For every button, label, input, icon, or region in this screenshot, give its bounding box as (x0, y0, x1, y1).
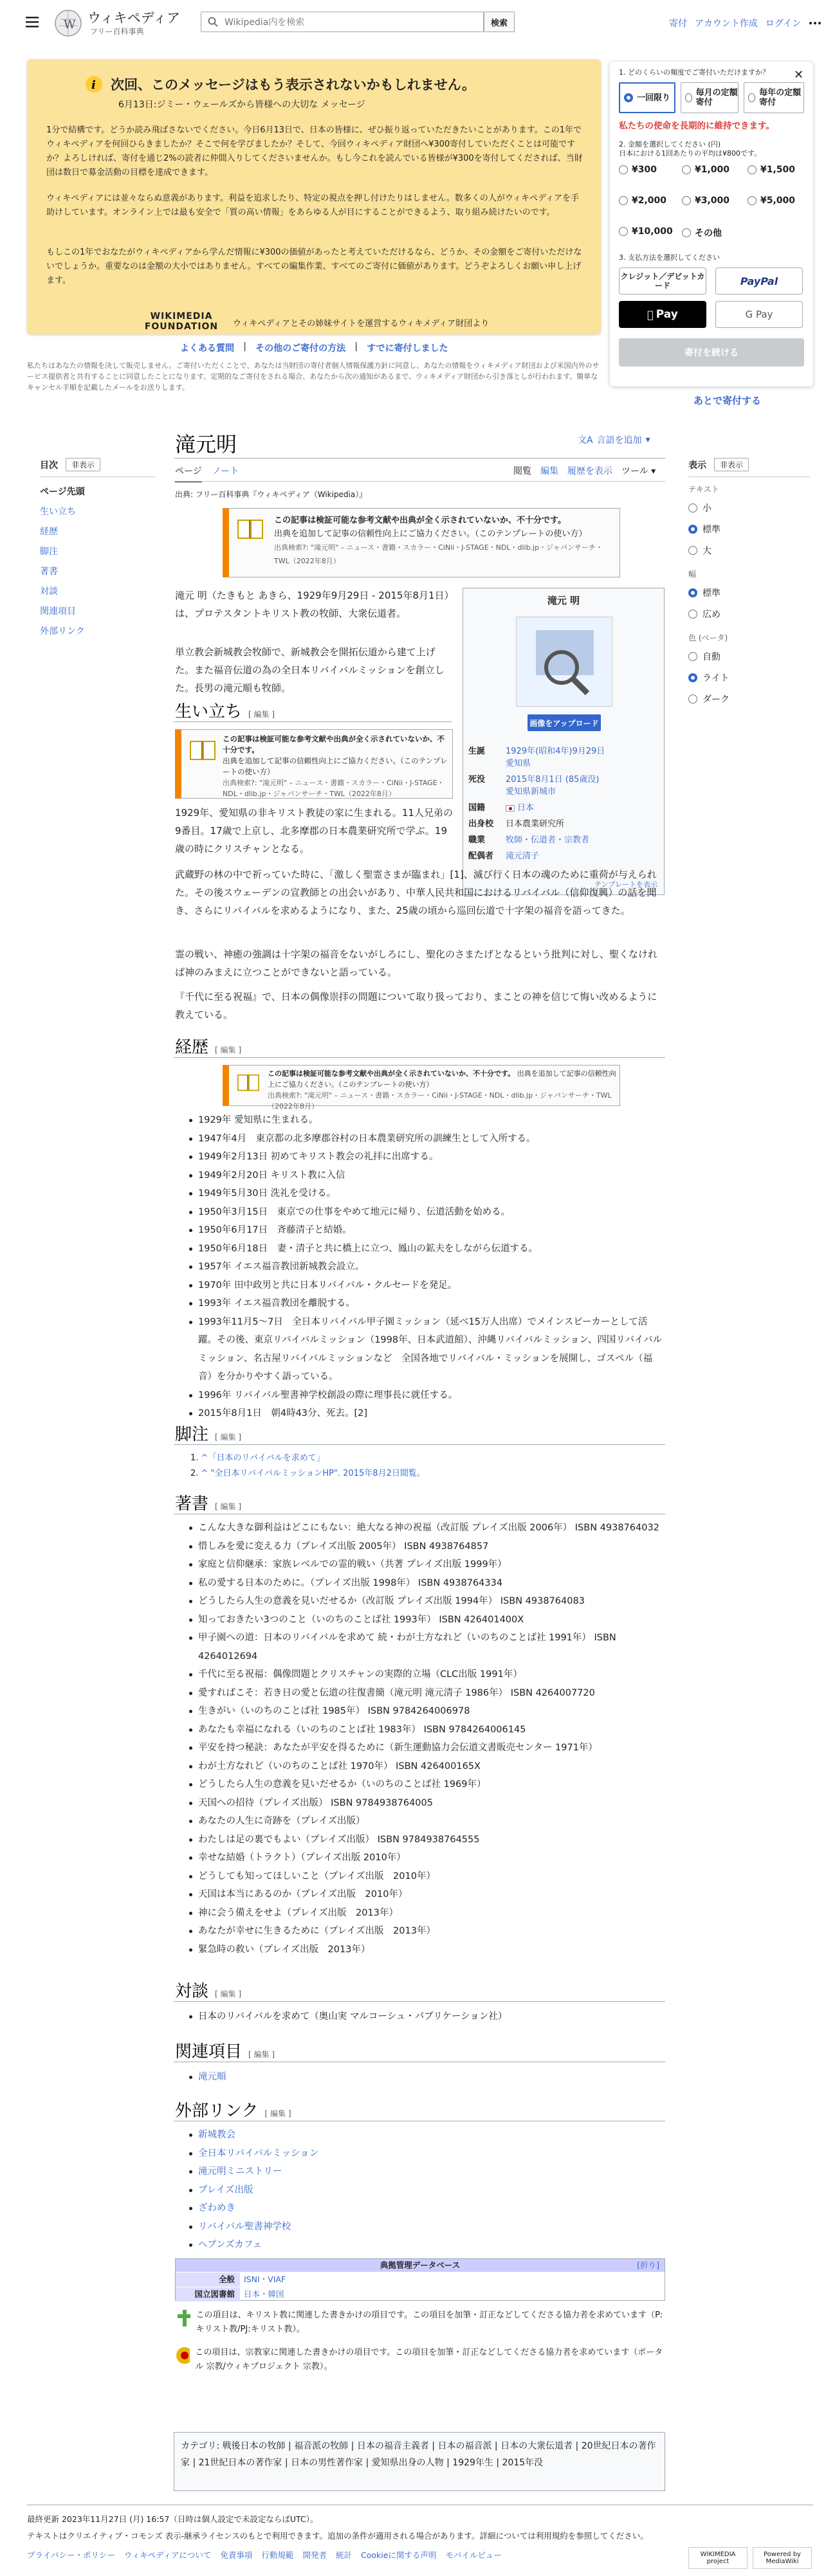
last-updated: 最終更新 2023年11月27日 (月) 16:57（日時は個人設定で未設定ならばUTC）。 (27, 2514, 318, 2524)
stub-notice-religion: この項目は、宗教家に関連した書きかけの項目です。この項目を加筆・訂正などしてくださる協力者を求めています（ポータル 宗教/ウィキプロジェクト 宗教）。 (175, 2346, 665, 2374)
wmf-line: ウィキペディアとその姉妹サイトを運営するウィキメディア財団より (233, 319, 490, 329)
list-item[interactable]: ヘブンズカフェ (187, 2236, 665, 2254)
tab-edit[interactable]: 編集 (540, 466, 558, 476)
text-small-option[interactable]: 小 (688, 497, 811, 518)
banner-paragraph-2: ウィキペディアには並々ならぬ意義があります。利益を追求したり、特定の視点を押し付けたりはしません。数多くの人がウィキペディアを手助けしています。オンライン上では最も安全で「質の高い情報」をあらゆる人が目にすることができるよう、取り組み続けたいのです。 (46, 194, 580, 217)
citation-notice: この記事は検証可能な参考文献や出典が全く示されていないか、不十分です。 出典を追加して記事の信頼性向上にご協力ください。（このテンプレートの使い方） 出典検索?: "滝元明" – ニュース・書籍・スカラー・CiNii・J-STAGE・NDL・dlib.jp・ジャパンサーチ・TWL（2022年8月） (223, 1065, 620, 1106)
list-item: 1929年 愛知県に生まれる。 (187, 1111, 665, 1130)
tools-menu[interactable]: ツール ▾ (621, 466, 656, 476)
cross-icon (175, 2308, 190, 2328)
cookie-link[interactable]: Cookieに関する声明 (360, 2550, 437, 2560)
color-auto-option[interactable]: 自動 (688, 646, 811, 667)
globe-icon (54, 9, 82, 37)
citation-notice: この記事は検証可能な参考文献や出典が全く示されていないか、不十分です。 出典を追加して記事の信頼性向上にご協力ください。（このテンプレートの使い方） 出典検索?: "滝元明" – ニュース・書籍・スカラー・CiNii・J-STAGE・NDL・dlib.jp・ジャパンサーチ・TWL（2022年8月） (223, 508, 620, 577)
list-item: あなたの人生に奇跡を（プレイズ出版） (187, 1812, 665, 1831)
color-light-option[interactable]: ライト (688, 667, 811, 688)
japan-flag-icon (506, 805, 515, 812)
list-item: 1947年4月 東京都の北多摩郡谷村の日本農業研究所の訓練生として入所する。 (187, 1130, 665, 1148)
edit-link[interactable]: [ 編集 ] (215, 1502, 242, 1511)
list-item: 生きがい（いのちのことば社 1985年） ISBN 9784264006978 (187, 1702, 665, 1721)
list-item[interactable]: リバイバル聖書神学校 (187, 2218, 665, 2236)
wmf-logo: WIKIMEDIA FOUNDATION (144, 311, 219, 332)
search-button[interactable]: 検索 (484, 12, 515, 32)
about-link[interactable]: ウィキペディアについて (124, 2550, 212, 2560)
tab-talk[interactable]: ノート (212, 466, 239, 476)
logo-title: ウィキペディア (87, 10, 181, 26)
apple-icon (647, 309, 654, 321)
page-footer (27, 2505, 813, 2565)
authority-control: 典拠管理データベース [折り] 全般 ISNI・VIAF 国立図書館 日本・韓国 (175, 2258, 665, 2301)
apple-pay-button[interactable]: Pay (619, 301, 706, 328)
donation-form (610, 62, 813, 386)
list-item: 愛すればこそ：若き日の愛と伝道の往復書簡（滝元明 滝元清子 1986年） ISBN 4264007720 (187, 1684, 665, 1703)
wikipedia-logo[interactable] (54, 6, 189, 39)
category-box[interactable]: カテゴリ: 戦後日本の牧師 | 福音派の牧師 | 日本の福音主義者 | 日本の福音派 | 日本の大衆伝道者 | 20世紀日本の著作家 | 21世紀日本の著作家 | 日本の男性著作家 | 愛知県出身の人物 | 1929年生 | 2015年没 (174, 2432, 665, 2491)
card-button[interactable]: クレジット／デビットカード (619, 268, 706, 295)
lead-paragraph-2: 単立教会新城教会牧師で、新城教会を開拓伝道から建て上げた。また福音伝道の為の全日本リバイバルミッションを創立した。長男の滝元順も牧師。 (175, 646, 445, 694)
page-title: 滝元明 (175, 432, 237, 457)
toc-label: 目次 (40, 460, 58, 471)
early-life-paragraph-1: 1929年、愛知県の非キリスト教徒の家に生まれる。11人兄弟の9番目。17歳で上京し、北多摩郡の日本農業研究所で学ぶ。19歳の時にクリスチャンとなる。 (175, 807, 453, 855)
list-item: 知っておきたい3つのこと（いのちのことば社 1993年） ISBN 426401400X (187, 1611, 665, 1629)
early-life-paragraph-3: 霊の戦い、神癒の強調は十字架の福音をないがしろにし、聖化のさまたげとなるという批判に対し、聖くなければ神のみまえに立つことができないと語っている。 (175, 948, 658, 978)
list-item: 天国は本当にあるのか（プレイズ出版 2010年） (187, 1885, 665, 1904)
toc-item-notes[interactable]: 脚注 (40, 547, 58, 557)
notes-list: 1. ^「日本のリバイバルを求めて」 2. ^ "全日本リバイバルミッションHP". 2015年8月2日閲覧。 (190, 1453, 425, 1478)
list-item[interactable]: 滝元明ミニストリー (187, 2163, 665, 2181)
toc-item-early-life[interactable]: 生い立ち (40, 507, 76, 517)
banner-subline: 6月13日:ジミー・ウェールズから皆様への大切な メッセージ (118, 100, 365, 110)
amount-300[interactable]: ¥300 (619, 165, 657, 175)
book-icon (188, 736, 217, 762)
privacy-link[interactable]: プライバシー・ポリシー (27, 2550, 115, 2560)
list-item: 家庭と信仰継承：家族レベルでの霊的戦い（共著 プレイズ出版 1999年） (187, 1556, 665, 1574)
list-item: 天国への招待（プレイズ出版） ISBN 9784938764005 (187, 1794, 665, 1813)
search-icon (208, 17, 218, 27)
language-icon: 文A (578, 435, 593, 446)
toc-item-career[interactable]: 経歴 (40, 527, 58, 537)
amount-1000[interactable]: ¥1,000 (682, 165, 730, 175)
appearance-hide-button[interactable]: 非表示 (714, 458, 749, 471)
amount-2000[interactable]: ¥2,000 (619, 195, 666, 206)
career-list (187, 1111, 665, 1423)
toc-item-external[interactable]: 外部リンク (40, 626, 85, 637)
freq-yearly[interactable]: 毎年の定額寄付 (744, 82, 804, 113)
list-item: 日本のリバイバルを求めて（奥山実 マルコーシュ・パブリケーション社） (187, 2008, 665, 2026)
mediawiki-badge[interactable]: Powered by MediaWiki (753, 2547, 812, 2569)
early-life-paragraph-2: 武蔵野の林の中で祈っていた時に、「激しく聖霊さまが臨まれ」[1]、滅び行く日本の魂のために重荷が与えられた。その後スウェーデンの宣教師との出会いがあり、中華人民共和国におけるリバイバル（信仰復興）の話を聞き、さらにリバイバルを求めるようになり、また、25歳の頃から巡回伝道で十字架の福音を語ってきた。 (175, 869, 657, 916)
code-of-conduct-link[interactable]: 行動規範 (261, 2550, 294, 2560)
already-donated-link[interactable]: すでに寄付しました (367, 343, 448, 354)
close-icon[interactable]: ✕ (794, 68, 804, 82)
list-item[interactable]: 全日本リバイバルミッション (187, 2145, 665, 2163)
list-item: 1949年2月20日 キリスト教に入信 (187, 1166, 665, 1185)
infobox: 滝元 明 画像をアップロード 生誕 1929年(昭和4年)9月29日 愛知県 死没 2015年8月1日 (85歳没) 愛知県新城市 国籍 日本 出身校 日本農業研究所 職業 牧師・伝道者・宗教者 配偶者 滝元清子 テンプレートを表示 (463, 588, 665, 895)
list-item: 1957年 イエス福音教団新城教会設立。 (187, 1258, 665, 1276)
list-item: 甲子園への道：日本のリバイバルを求めて 続・わが土方なれど（いのちのことば社 1991年） ISBN 4264012694 (187, 1629, 665, 1665)
developers-link[interactable]: 開発者 (302, 2550, 327, 2560)
source-line: 出典: フリー百科事典『ウィキペディア（Wikipedia）』 (175, 490, 367, 499)
list-item: 1949年5月30日 洗礼を受ける。 (187, 1184, 665, 1203)
amount-3000[interactable]: ¥3,000 (682, 195, 730, 206)
list-item: 惜しみを愛に変える力（プレイズ出版 2005年） ISBN 4938764857 (187, 1537, 665, 1556)
edit-link[interactable]: [ 編集 ] (215, 1046, 242, 1055)
step1-label: 1. どのくらいの頻度でご寄付いただけますか？ (619, 68, 769, 77)
list-item[interactable]: プレイズ出版 (187, 2181, 665, 2200)
tab-read[interactable]: 閲覧 (513, 466, 531, 476)
site-header (0, 0, 826, 46)
donate-link[interactable]: 寄付 (669, 19, 687, 29)
paypal-button[interactable]: PayPal (715, 268, 803, 295)
list-item[interactable]: 滝元順 (187, 2068, 665, 2087)
width-standard-option[interactable]: 標準 (688, 582, 811, 603)
section-heading-books: 著書 [ 編集 ] (175, 1494, 242, 1514)
width-wide-option[interactable]: 広め (688, 603, 811, 624)
freq-monthly[interactable]: 毎月の定額寄付 (681, 82, 739, 113)
mission-text: 私たちの使命を長期的に維持できます。 (619, 121, 775, 131)
step2-sub: 日本における1回あたりの平均は¥800です。 (619, 149, 762, 158)
list-item: 1993年 イエス福音教団を離脱する。 (187, 1294, 665, 1313)
login-link[interactable]: ログイン (765, 19, 802, 29)
text-large-option[interactable]: 大 (688, 540, 811, 561)
list-item: 2015年8月1日 朝4時43分、死去。[2] (187, 1404, 665, 1423)
list-item: 幸せな結婚（トラクト）（プレイズ出版 2010年） (187, 1849, 665, 1867)
banner-headline: 次回、このメッセージはもう表示されないかもしれません。 (111, 77, 475, 93)
early-life-paragraph-4: 『千代に至る祝福』で、日本の偶像崇拝の問題について取り扱っており、まことの神を信じて悔い改めるように教えている。 (175, 991, 657, 1020)
donate-later-link[interactable]: あとで寄付する (693, 395, 762, 406)
list-item: 神に会う備えをせよ（プレイズ出版 2013年） (187, 1904, 665, 1923)
create-account-link[interactable]: アカウント作成 (695, 19, 758, 29)
appearance-label: 表示 (688, 460, 706, 471)
width-label: 幅 (688, 570, 697, 579)
toc-item-talks[interactable]: 対談 (40, 586, 58, 597)
banner-paragraph-1: 1分で結構です。どうか読み飛ばさないでください。今日6月13日で、日本の皆様に、ぜひ振り返っていただきたいことがあります。この1年でウィキペディアを何回ひらきましたか？そこで何を学びましたか？そして、今回ウィキペディア財団へ¥300寄付していただくことは可能ですか？よろしければ、寄付を通じ2%の読者に仲間入りしてくださいませんか。もし今これを読んでいる皆様が¥300を寄付してくだされば、当財団は数日で募金活動の目標を達成できます。 (46, 125, 583, 177)
continue-button[interactable]: 寄付を続ける (619, 338, 804, 367)
list-item: あなたが幸せに生きるために（プレイズ出版 2013年） (187, 1922, 665, 1941)
list-item: どうしたら人生の意義を見いだせるか（いのちのことば社 1969年） (187, 1775, 665, 1794)
list-item: 緊急時の救い（プレイズ出版 2013年） (187, 1941, 665, 1959)
list-item[interactable]: 新城教会 (187, 2126, 665, 2145)
other-ways-link[interactable]: その他のご寄付の方法 (255, 343, 346, 354)
text-standard-option[interactable]: 標準 (688, 518, 811, 540)
stub-notice-christianity: この項目は、キリスト教に関連した書きかけの項目です。この項目を加筆・訂正などしてくださる協力者を求めています（P:キリスト教/PJ:キリスト教）。 (175, 2308, 665, 2337)
toc-item-top[interactable]: ページ先頭 (40, 487, 85, 497)
list-item: こんな大きな御利益はどこにもない：絶大なる神の祝福（改訂版 プレイズ出版 2006年） ISBN 4938764032 (187, 1519, 665, 1537)
tab-history[interactable]: 履歴を表示 (567, 466, 612, 476)
list-item: あなたも幸福になれる（いのちのことば社 1983年） ISBN 9784264006145 (187, 1721, 665, 1739)
info-icon (85, 75, 103, 93)
section-heading-early-life: 生い立ち [ 編集 ] (175, 702, 275, 721)
upload-image-button[interactable]: 画像をアップロード (528, 714, 601, 731)
wikimedia-badge[interactable]: WIKIMEDIA project (688, 2547, 748, 2569)
list-item: 1996年 リバイバル聖書神学校創設の際に理事長に就任する。 (187, 1386, 665, 1405)
citation-notice: この記事は検証可能な参考文献や出典が全く示されていないか、不十分です。 出典を追加して記事の信頼性向上にご協力ください。（このテンプレートの使い方） 出典検索?: "滝元明" – ニュース・書籍・スカラー・CiNii・J-STAGE・NDL・dlib.jp・ジャパンサーチ・TWL（2022年8月） (175, 729, 453, 799)
step2-label: 2. 金額を選択してください (円) (619, 140, 721, 149)
language-button[interactable]: 文A 言語を追加 ▾ (578, 435, 650, 446)
list-item: 1970年 田中政男と共に日本リバイバル・クルセードを発足。 (187, 1276, 665, 1295)
edit-link[interactable]: [ 編集 ] (264, 2109, 291, 2118)
section-heading-notes: 脚注 [ 編集 ] (175, 1425, 242, 1444)
book-icon (235, 515, 265, 541)
tab-page[interactable]: ページ (175, 464, 202, 482)
menu-icon[interactable] (26, 15, 40, 28)
related-list (187, 2068, 665, 2087)
google-pay-button[interactable]: G Pay (715, 301, 803, 328)
step3-label: 3. 支払方法を選択してください (619, 253, 720, 262)
edit-link[interactable]: [ 編集 ] (248, 2050, 275, 2059)
list-item: わたしは足の裏でもよい（プレイズ出版） ISBN 9784938764555 (187, 1831, 665, 1849)
color-dark-option[interactable]: ダーク (688, 688, 811, 709)
template-link[interactable]: テンプレートを表示 (594, 880, 657, 889)
infobox-title: 滝元 明 (547, 595, 580, 606)
section-heading-career: 経歴 [ 編集 ] (175, 1038, 242, 1057)
amount-10000[interactable]: ¥10,000 (619, 226, 673, 237)
list-item: 私の愛する日本のために。（プレイズ出版 1998年） ISBN 4938764334 (187, 1574, 665, 1593)
edit-link[interactable]: [ 編集 ] (215, 1990, 242, 1999)
search-placeholder: Wikipedia内を検索 (225, 17, 305, 28)
talks-list (187, 2008, 665, 2026)
amount-other[interactable]: その他 (682, 226, 722, 239)
list-item: 千代に至る祝福：偶像問題とクリスチャンの実際的立場（CLC出版 1991年） (187, 1665, 665, 1684)
appearance-panel (688, 458, 811, 709)
book-icon (235, 1071, 261, 1093)
religion-icon (175, 2346, 190, 2365)
section-heading-talks: 対談 [ 編集 ] (175, 1982, 242, 2001)
section-heading-external-links: 外部リンク [ 編集 ] (175, 2101, 291, 2121)
svg-text:i: i (91, 78, 96, 92)
fundraising-banner (27, 59, 601, 334)
color-label: 色 (ベータ) (688, 633, 728, 642)
banner-footnote: 私たちはあなたの情報を決して販売しません。ご寄付いただくことで、あなたは当財団の寄付者個人情報保護方針に同意し、あなたの情報をウィキメディア財団および米国内外のサービス提供者と共有することに同意したことになります。定期的なご寄付をされる場合、あなたから次の通知があるまで、ウィキメディア財団から引き落としが行われます。簡単なキャンセル手順を記載したメールをお送りします。 (27, 361, 600, 392)
list-item: 1950年6月18日 妻・清子と共に橋上に立つ、鳳山の鉱夫をしながら伝道する。 (187, 1240, 665, 1258)
list-item: 1993年11月5〜7日 全日本リバイバル甲子園ミッション（延べ15万人出席）でメインスピーカーとして活躍。その後、東京リバイバルミッション（1998年、日本武道館）、沖縄リバイバルミッション、四国リバイバルミッション、名古屋リバイバルミッションなど 全国各地でリバイバル・ミッションを展開し、ゴスペル（福音）を分かりやすく語っている。 (187, 1313, 665, 1386)
list-item: 1950年6月17日 斉藤清子と結婚。 (187, 1221, 665, 1240)
authority-toggle[interactable]: [折り] (637, 2260, 659, 2270)
edit-link[interactable]: [ 編集 ] (215, 1433, 242, 1442)
text-size-label: テキスト (688, 485, 719, 494)
lead-paragraph: 滝元 明（たきもと あきら、1929年9月29日 - 2015年8月1日）は、プロテスタントキリスト教の牧師、大衆伝道者。 (175, 590, 450, 619)
edit-link[interactable]: [ 編集 ] (248, 710, 275, 719)
list-item: どうしたら人生の意義を見いだせるか（改訂版 プレイズ出版 1994年） ISBN 4938764083 (187, 1592, 665, 1611)
svg-text:W: W (64, 18, 76, 32)
list-item: 1949年2月13日 初めてキリスト教会の礼拝に出席する。 (187, 1148, 665, 1166)
list-item: わが土方なれど（いのちのことば社 1970年） ISBN 426400165X (187, 1757, 665, 1776)
faq-link[interactable]: よくある質問 (180, 343, 234, 354)
list-item: どうしても知ってほしいこと（プレイズ出版 2010年） (187, 1867, 665, 1886)
amount-5000[interactable]: ¥5,000 (748, 195, 795, 206)
license-text: テキストはクリエイティブ・コモンズ 表示-継承ライセンスのもとで利用できます。追加の条件が適用される場合があります。詳細については利用規約を参照してください。 (27, 2531, 648, 2541)
amount-1500[interactable]: ¥1,500 (748, 165, 795, 175)
banner-paragraph-3: もしこの1年でおなたがウィキペディアから学んだ情報に¥300の価値があったと考えていただけるなら、どうか、その金額をご寄付いただけないでしょうか。重要なのは金額の大小ではありません。すべての編集作業、すべてのご寄付に価値があります。どうぞよろしくお願い申し上げます。 (46, 248, 582, 286)
toc-item-books[interactable]: 著書 (40, 567, 58, 577)
stats-link[interactable]: 統計 (335, 2550, 352, 2560)
list-item: 1950年3月15日 東京での仕事をやめて地元に帰り、伝道活動を始める。 (187, 1203, 665, 1222)
table-of-contents (40, 458, 156, 642)
image-placeholder-icon (517, 617, 612, 706)
mobile-view-link[interactable]: モバイルビュー (445, 2550, 502, 2560)
freq-once[interactable]: 一回限り (619, 82, 675, 113)
section-heading-related: 関連項目 [ 編集 ] (175, 2042, 275, 2062)
logo-subtitle: フリー百科事典 (90, 27, 144, 36)
toc-item-related[interactable]: 関連項目 (40, 606, 76, 617)
more-icon[interactable] (809, 19, 821, 28)
search-input[interactable] (201, 12, 484, 32)
disclaimer-link[interactable]: 免責事項 (220, 2550, 253, 2560)
toc-hide-button[interactable]: 非表示 (66, 458, 100, 471)
list-item: 平安を持つ秘訣：あなたが平安を得るために（新生運動協力会伝道文書販売センター 1971年） (187, 1739, 665, 1757)
list-item[interactable]: ざわめき (187, 2199, 665, 2218)
books-list (187, 1519, 665, 1959)
external-links-list (187, 2126, 665, 2254)
image-placeholder (516, 617, 612, 707)
